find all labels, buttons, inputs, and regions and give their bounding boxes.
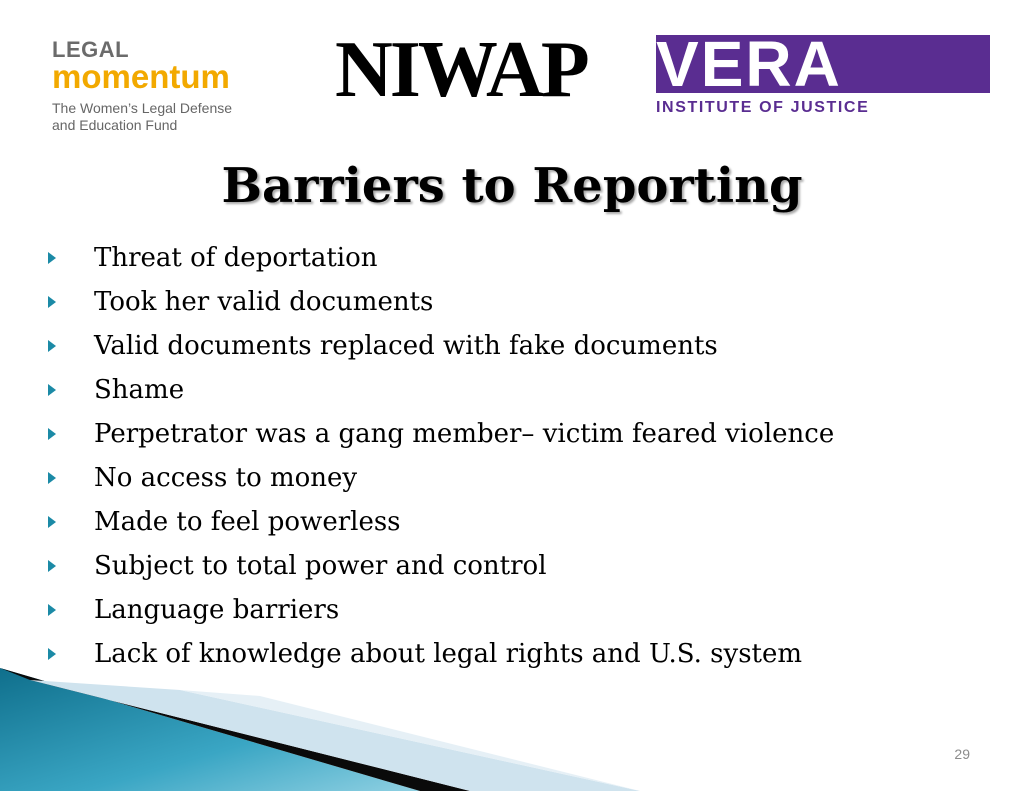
bullet-arrow-icon [48,560,56,572]
bullet-item [48,324,834,368]
bullet-text: Perpetrator was a gang member– victim feared violence [94,419,835,449]
legal-momentum-tagline-1: The Women’s Legal Defense [52,100,233,116]
vera-logo-word: VERA [656,28,842,100]
page-number: 29 [954,746,970,762]
legal-momentum-logo-line2: momentum [52,58,230,95]
bullet-text: Valid documents replaced with fake documents [94,331,718,361]
bullet-text: Took her valid documents [94,287,434,317]
legal-momentum-logo-line1: LEGAL [52,37,130,62]
bullet-text: Shame [94,375,185,405]
bullet-item [48,368,834,412]
bullet-arrow-icon [48,648,56,660]
vera-logo-subtitle: INSTITUTE OF JUSTICE [656,99,870,116]
bullet-item [48,588,834,632]
vera-logo-box [656,28,990,100]
legal-momentum-tagline-2: and Education Fund [52,117,178,133]
bullet-arrow-icon [48,472,56,484]
bullet-arrow-icon [48,516,56,528]
bullet-arrow-icon [48,604,56,616]
bullet-list [48,236,834,676]
bullet-arrow-icon [48,384,56,396]
bullet-text: Made to feel powerless [94,507,401,537]
bullet-item [48,280,834,324]
decorative-corner-swoosh [0,660,1024,791]
vera-logo [656,28,990,125]
bullet-arrow-icon [48,252,56,264]
bullet-item [48,500,834,544]
bullet-text: No access to money [94,463,358,493]
bullet-arrow-icon [48,428,56,440]
legal-momentum-tagline [52,100,292,134]
bullet-text: Language barriers [94,595,340,625]
slide-title: Barriers to Reporting [221,158,803,214]
bullet-text: Subject to total power and control [94,551,547,581]
bullet-item [48,412,834,456]
bullet-item [48,236,834,280]
niwap-logo: NIWAP [335,26,587,114]
legal-momentum-logo [52,38,292,148]
bullet-text: Lack of knowledge about legal rights and U.S. system [94,639,803,669]
bullet-item [48,544,834,588]
bullet-text: Threat of deportation [94,243,378,273]
bullet-arrow-icon [48,340,56,352]
bullet-item [48,456,834,500]
bullet-arrow-icon [48,296,56,308]
